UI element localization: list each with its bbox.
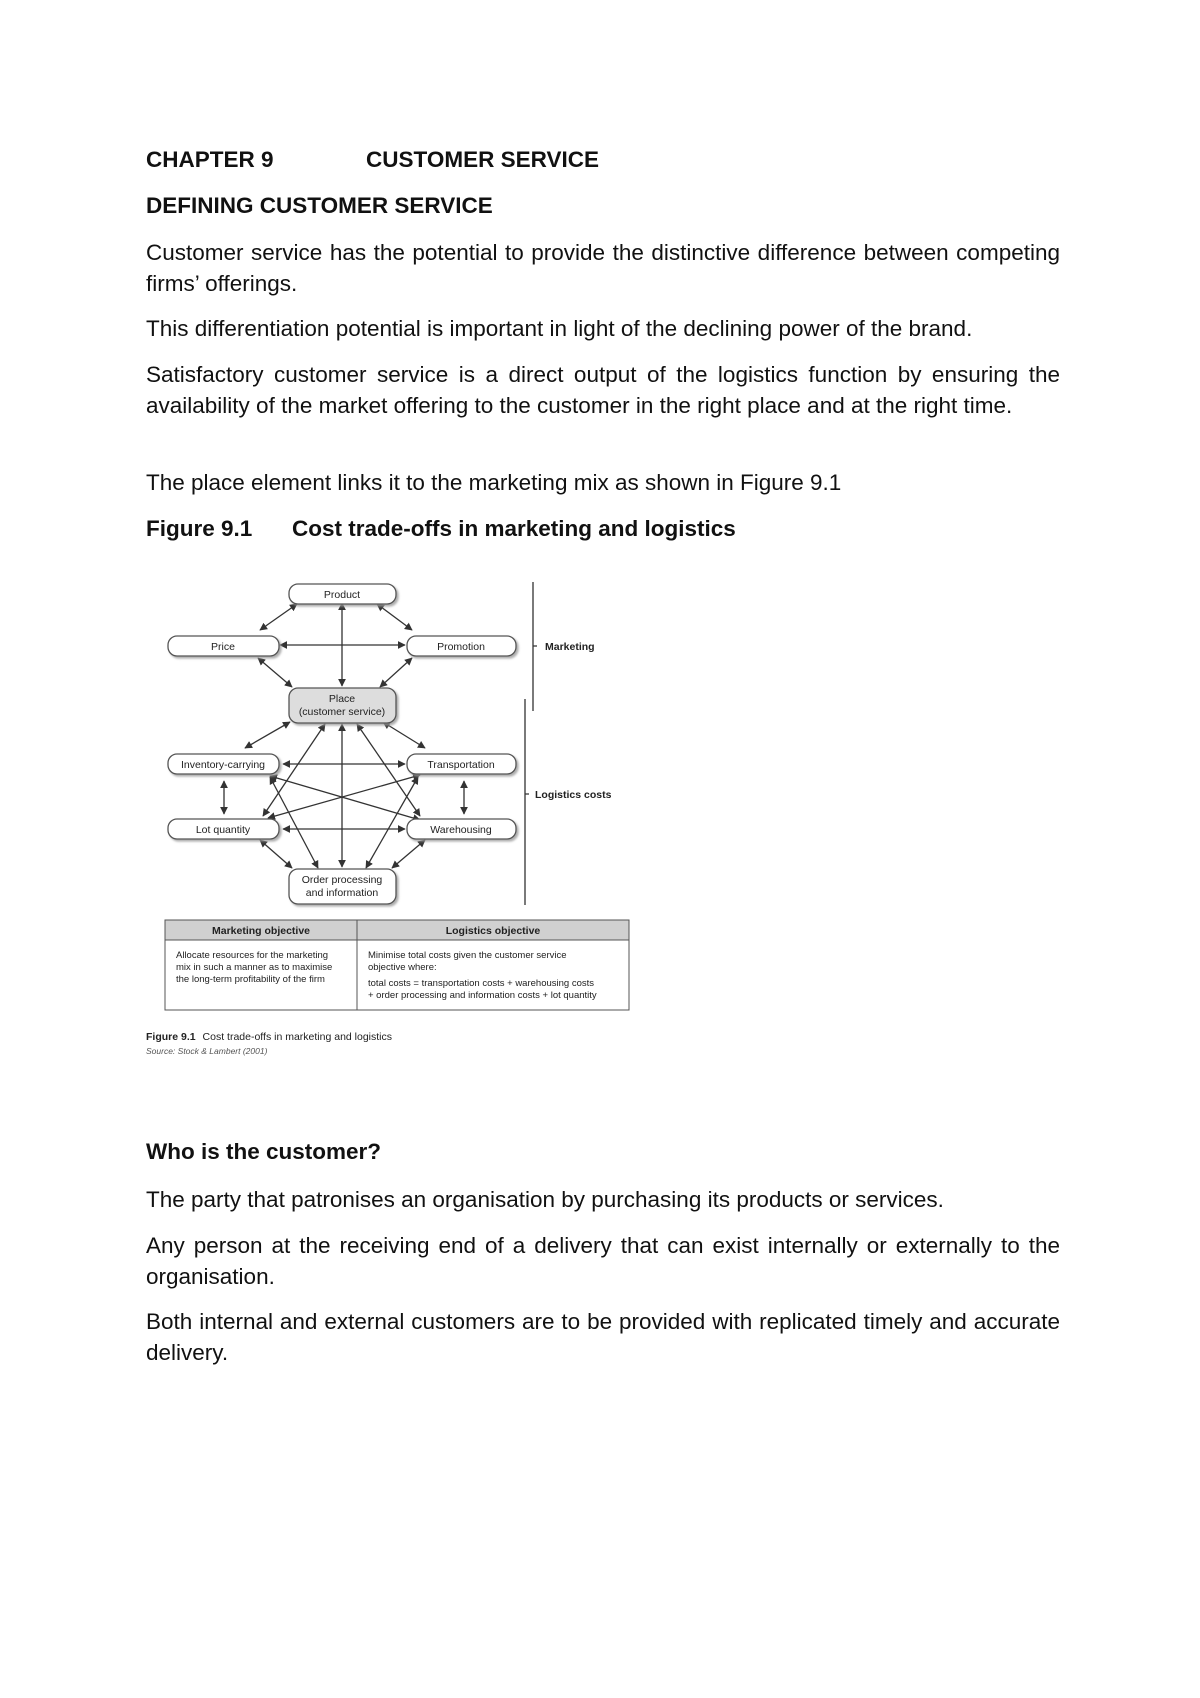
paragraph: This differentiation potential is important in light of the declining power of the brand. [146,316,973,341]
table-cell-line: Allocate resources for the marketing [176,950,329,961]
node-label: Promotion [437,641,485,653]
table-header: Marketing objective [211,925,311,937]
logistics-bracket-label: Logistics costs [535,789,612,801]
figure-source: Source: Stock & Lambert (2001) [146,1046,268,1056]
diagram-brackets [525,582,537,905]
objectives-table [165,920,629,1010]
logistics-bracket [525,699,529,905]
table-cell-line: Minimise total costs given the customer service [368,950,567,961]
node-label: Place [328,693,356,705]
table-header: Logistics objective [445,925,541,937]
figure-title: Cost trade-offs in marketing and logistics [292,516,736,541]
paragraph: Satisfactory customer service is a direct output of the logistics function by ensuring the availability of the market offering to the customer in the right place and at the right time. [146,362,1060,418]
node-label: Price [211,641,235,653]
paragraph: Both internal and external customers are to be provided with replicated timely and accurate delivery. [146,1309,1060,1365]
subheading: Who is the customer? [146,1139,382,1164]
marketing-bracket-label: Marketing [545,641,595,653]
marketing-bracket [533,582,537,711]
chapter-number: CHAPTER 9 [146,147,274,172]
paragraph: The place element links it to the marketing mix as shown in Figure 9.1 [146,470,842,495]
figure-caption-title: Cost trade-offs in marketing and logistics [202,1031,393,1043]
section-heading: DEFINING CUSTOMER SERVICE [146,193,493,218]
node-label: Product [323,589,361,601]
table-cell-line: + order processing and information costs + lot quantity [368,990,597,1001]
node-label: Transportation [427,759,495,771]
node-label: Order processing [301,874,383,886]
paragraph: Any person at the receiving end of a delivery that can exist internally or externally to the organisation. [146,1233,1060,1289]
node-label: (customer service) [298,706,386,718]
paragraph: The party that patronises an organisation by purchasing its products or services. [146,1187,944,1212]
node-label: Inventory-carrying [180,759,266,771]
table-cell-line: objective where: [368,962,437,973]
chapter-title: CUSTOMER SERVICE [366,147,599,172]
node-label: and information [305,887,379,899]
node-label: Warehousing [430,824,492,836]
table-cell-line: the long-term profitability of the firm [176,974,325,985]
paragraph: Customer service has the potential to provide the distinctive difference between competing firms’ offerings. [146,240,1060,296]
figure-label: Figure 9.1 [146,516,253,541]
table-cell-line: total costs = transportation costs + warehousing costs [368,978,595,989]
node-label: Lot quantity [195,824,251,836]
figure-caption-label: Figure 9.1 [146,1031,196,1043]
table-cell-line: mix in such a manner as to maximise [176,962,333,973]
figure-caption [146,1031,392,1043]
